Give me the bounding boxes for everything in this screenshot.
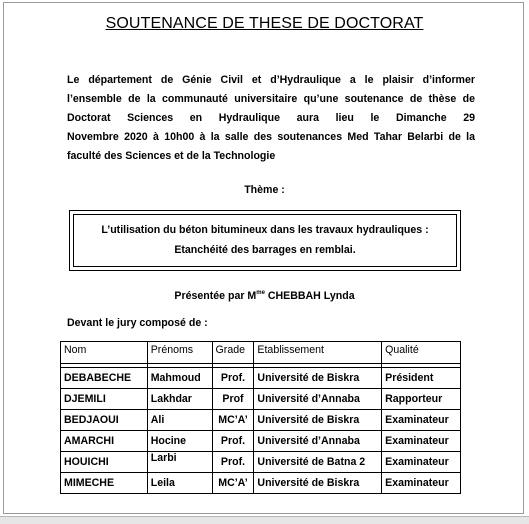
cell-etablissement: Université de Biskra <box>254 410 382 431</box>
cell-etablissement: Université d’Annaba <box>254 389 382 410</box>
jury-label: Devant le jury composé de : <box>67 317 208 329</box>
cell-prenom: Mahmoud <box>147 368 212 389</box>
cell-qualite: Examinateur <box>382 410 461 431</box>
table-row <box>61 431 461 452</box>
cell-grade: MC’A’ <box>212 473 254 494</box>
table-row <box>61 473 461 494</box>
theme-line-2: Etanchéité des barrages en remblai. <box>174 244 356 256</box>
table-row <box>61 452 461 473</box>
cell-etablissement: Université de Batna 2 <box>254 452 382 473</box>
cell-grade: Prof <box>212 389 254 410</box>
cell-prenom: Ali <box>147 410 212 431</box>
column-header-nom: Nom <box>61 342 148 364</box>
cell-nom: MIMECHE <box>61 473 148 494</box>
presented-prefix: Présentée par M <box>174 290 257 302</box>
cell-grade: Prof. <box>212 452 254 473</box>
table-row <box>61 368 461 389</box>
cell-nom: HOUICHI <box>61 452 148 473</box>
cell-grade: MC’A’ <box>212 410 254 431</box>
cell-qualite: Président <box>382 368 461 389</box>
cell-nom: DJEMILI <box>61 389 148 410</box>
cell-prenom: Larbi <box>147 452 212 473</box>
cell-etablissement: Université de Biskra <box>254 368 382 389</box>
column-header-prenoms: Prénoms <box>147 342 212 364</box>
document-title: SOUTENANCE DE THESE DE DOCTORAT <box>105 15 424 32</box>
theme-label: Thème : <box>244 184 285 196</box>
intro-line: Novembre 2020 à 10h00 à la salle des soutenances Med Tahar Belarbi de la <box>67 131 475 143</box>
theme-box-inner <box>73 214 457 267</box>
cell-qualite: Examinateur <box>382 452 461 473</box>
theme-box <box>69 210 461 271</box>
table-header-row <box>61 342 461 364</box>
table-row <box>61 410 461 431</box>
column-header-etablissement: Etablissement <box>254 342 382 364</box>
cell-prenom: Leila <box>147 473 212 494</box>
column-header-grade: Grade <box>212 342 254 364</box>
intro-line: Le département de Génie Civil et d’Hydraulique a le plaisir d’informer <box>67 74 475 86</box>
cell-grade: Prof. <box>212 431 254 452</box>
cell-etablissement: Université d’Annaba <box>254 431 382 452</box>
presented-by <box>0 290 529 302</box>
cell-grade: Prof. <box>212 368 254 389</box>
table-row <box>61 389 461 410</box>
intro-line: l’ensemble de la communauté universitaire qu’une soutenance de thèse de <box>67 93 475 105</box>
cell-nom: DEBABECHE <box>61 368 148 389</box>
column-header-qualite: Qualité <box>382 342 461 364</box>
candidate-name: CHEBBAH Lynda <box>264 290 355 302</box>
cell-qualite: Examinateur <box>382 473 461 494</box>
cell-etablissement: Université de Biskra <box>254 473 382 494</box>
intro-paragraph <box>67 71 475 166</box>
presented-sup: me <box>256 290 265 296</box>
cell-prenom: Lakhdar <box>147 389 212 410</box>
cell-prenom: Hocine <box>147 431 212 452</box>
theme-line-1: L’utilisation du béton bitumineux dans les travaux hydrauliques : <box>101 224 429 236</box>
cell-nom: BEDJAOUI <box>61 410 148 431</box>
intro-line: Doctorat Sciences en Hydraulique aura lieu le Dimanche 29 <box>67 112 475 124</box>
cell-qualite: Rapporteur <box>382 389 461 410</box>
cell-qualite: Examinateur <box>382 431 461 452</box>
cell-nom: AMARCHI <box>61 431 148 452</box>
jury-table <box>60 341 461 494</box>
intro-line: faculté des Sciences et de la Technologie <box>67 150 276 162</box>
